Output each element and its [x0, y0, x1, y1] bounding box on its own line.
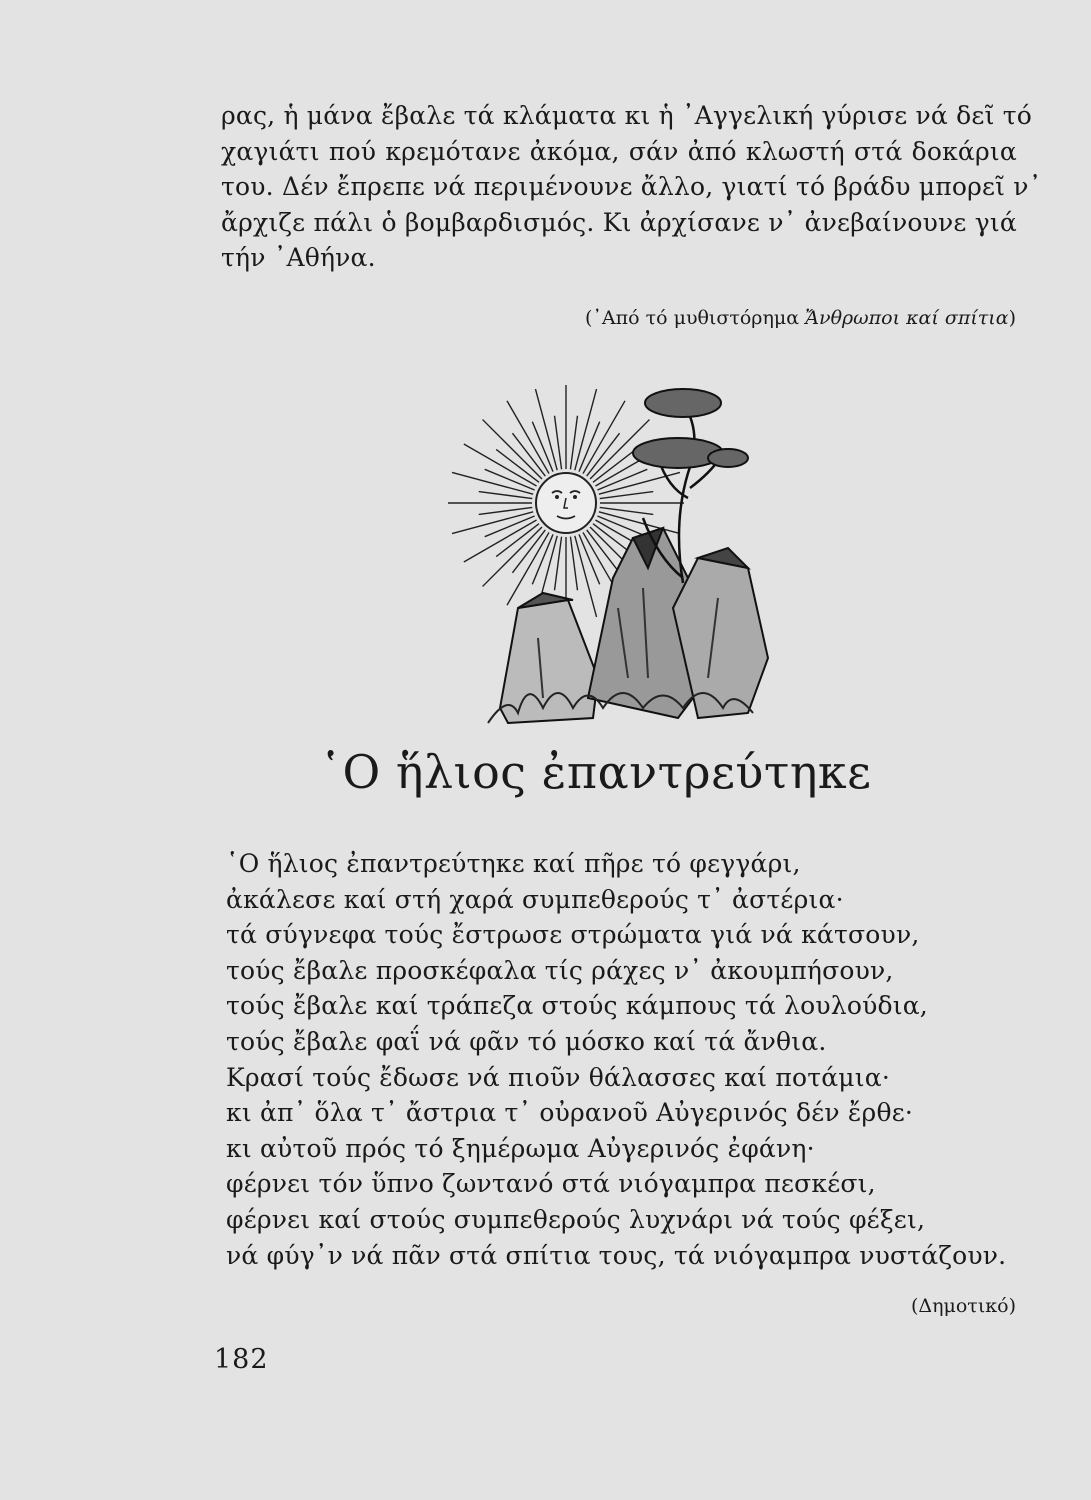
- poem-line: τούς ἔβαλε προσκέφαλα τίς ράχες ν᾿ ἀκουμπήσουν,: [226, 955, 894, 985]
- sun-ray: [599, 512, 680, 534]
- poem-line: νά φύγ᾿ν νά πᾶν στά σπίτια τους, τά νιόγαμπρα νυστάζουν.: [226, 1240, 1007, 1270]
- sun-ray: [570, 416, 577, 470]
- poem-body: [226, 846, 1016, 1273]
- tree-foliage: [633, 389, 748, 468]
- prose-line: τήν ᾿Αθήνα.: [221, 243, 376, 272]
- sun-ray: [535, 389, 557, 470]
- sun-ray: [600, 492, 654, 499]
- poem-line: κι αὐτοῦ πρός τό ξημέρωμα Αὐγερινός ἐφάνη·: [226, 1133, 815, 1163]
- source-title: Ἄνθρωποι καί σπίτια: [805, 307, 1009, 329]
- poem-line: ἀκάλεσε καί στή χαρά συμπεθερούς τ᾿ ἀστέρια·: [226, 884, 844, 914]
- poem-title: ῾Ο ἥλιος ἐπαντρεύτηκε: [319, 745, 872, 799]
- page-number: 182: [214, 1344, 269, 1375]
- sun-ray: [483, 420, 542, 479]
- poem-line: τούς ἔβαλε καί τράπεζα στούς κάμπους τά λουλούδια,: [226, 991, 928, 1021]
- source-citation: [585, 307, 1016, 329]
- sun-ray: [555, 416, 562, 470]
- poem-attribution: (Δημοτικό): [911, 1295, 1016, 1317]
- source-prefix: (᾿Από τό μυθιστόρημα: [585, 307, 806, 329]
- sun-ray: [599, 472, 680, 494]
- prose-line: ἄρχιζε πάλι ὁ βομβαρδισμός. Κι ἀρχίσανε ν᾿ ἀνεβαίνουνε γιά: [221, 207, 1017, 237]
- sun-face-icon: [536, 473, 596, 533]
- poem-line: τούς ἔβαλε φαΐ νά φᾶν τό μόσκο καί τά ἄνθια.: [226, 1026, 827, 1056]
- sun-ray: [483, 527, 542, 586]
- prose-line: του. Δέν ἔπρεπε νά περιμένουνε ἄλλο, γιατί τό βράδυ μπορεῖ ν᾿: [221, 172, 1042, 201]
- poem-line: φέρνει τόν ὕπνο ζωντανό στά νιόγαμπρα πεσκέσι,: [226, 1169, 876, 1199]
- poem-line: ῾Ο ἥλιος ἐπαντρεύτηκε καί πῆρε τό φεγγάρι,: [226, 849, 801, 878]
- prose-line: ρας, ἡ μάνα ἔβαλε τά κλάματα κι ἡ ᾿Αγγελική γύρισε νά δεῖ τό: [221, 101, 1032, 130]
- poem-line: Κρασί τούς ἔδωσε νά πιοῦν θάλασσες καί ποτάμια·: [226, 1062, 890, 1092]
- sun-ray: [575, 389, 597, 470]
- source-suffix: ): [1008, 307, 1016, 329]
- sun-ray: [600, 507, 654, 514]
- poem-line: φέρνει καί στούς συμπεθερούς λυχνάρι νά τούς φέξει,: [226, 1204, 926, 1234]
- prose-paragraph: [221, 98, 1042, 276]
- poem-line: κι ἀπ᾿ ὅλα τ᾿ ἄστρια τ᾿ οὐρανοῦ Αὐγερινός δέν ἔρθε·: [226, 1098, 913, 1128]
- sun-ray: [555, 537, 562, 591]
- sun-ray: [452, 512, 533, 534]
- sun-ray: [479, 492, 533, 499]
- sun-ray: [575, 536, 597, 617]
- rocks: [488, 528, 768, 723]
- sun-ray: [570, 537, 577, 591]
- prose-line: χαγιάτι πού κρεμότανε ἀκόμα, σάν ἀπό κλωστή στά δοκάρια: [221, 136, 1017, 166]
- sun-illustration: [448, 378, 788, 740]
- sun-ray: [479, 507, 533, 514]
- poem-line: τά σύγνεφα τούς ἔστρωσε στρώματα γιά νά κάτσουν,: [226, 920, 920, 950]
- sun-ray: [452, 472, 533, 494]
